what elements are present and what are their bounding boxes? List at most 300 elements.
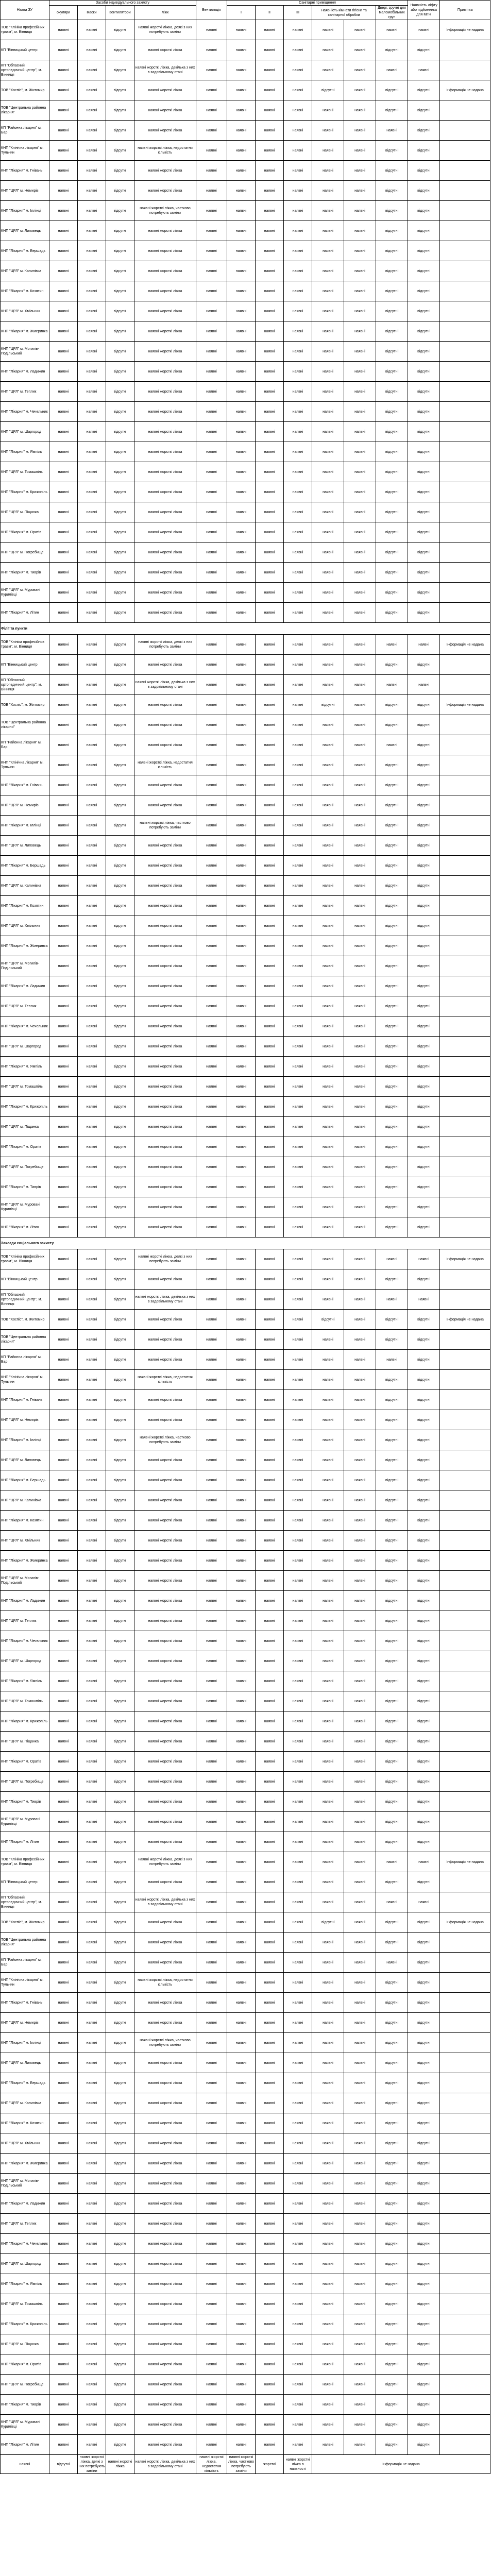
- table-row: [1, 442, 490, 462]
- note-cell: [440, 201, 490, 221]
- value-cell: наявні: [78, 956, 106, 976]
- value-cell: відсутні: [408, 2093, 440, 2113]
- value-cell: наявні жорсткі ліжка: [134, 2053, 196, 2073]
- value-cell: наявні: [284, 1137, 312, 1157]
- facility-name-cell: КНП "Лікарня" м. Крижопіль: [1, 482, 49, 502]
- value-cell: відсутні: [376, 583, 408, 603]
- value-cell: наявні: [196, 836, 227, 856]
- value-cell: наявні: [284, 181, 312, 201]
- note-cell: [440, 1812, 490, 1832]
- value-cell: наявні: [227, 1691, 256, 1711]
- value-cell: наявні жорсткі ліжка: [134, 362, 196, 382]
- value-cell: наявні: [312, 563, 344, 583]
- value-cell: відсутні: [408, 1470, 440, 1490]
- value-cell: відсутні: [376, 1973, 408, 1993]
- value-cell: наявні: [196, 2395, 227, 2415]
- value-cell: наявні: [227, 836, 256, 856]
- value-cell: наявні: [227, 603, 256, 623]
- table-row: [1, 1852, 490, 1872]
- value-cell: відсутні: [106, 2194, 134, 2214]
- value-cell: наявні: [227, 1711, 256, 1732]
- value-cell: відсутні: [408, 1591, 440, 1611]
- value-cell: відсутні: [408, 1953, 440, 1973]
- value-cell: наявні: [78, 1490, 106, 1511]
- legend-value: Інформація не надана: [312, 2455, 490, 2474]
- note-cell: [440, 1691, 490, 1711]
- table-row: [1, 221, 490, 241]
- value-cell: відсутні: [408, 121, 440, 141]
- value-cell: наявні жорсткі ліжка: [134, 1812, 196, 1832]
- value-cell: наявні: [196, 1993, 227, 2013]
- note-cell: [440, 2174, 490, 2194]
- value-cell: наявні: [344, 755, 376, 775]
- value-cell: наявні: [312, 1390, 344, 1410]
- value-cell: відсутні: [408, 522, 440, 543]
- value-cell: наявні: [256, 816, 284, 836]
- value-cell: відсутні: [408, 281, 440, 301]
- value-cell: наявні: [78, 502, 106, 522]
- value-cell: наявні: [344, 342, 376, 362]
- value-cell: наявні: [78, 2194, 106, 2214]
- value-cell: відсутні: [376, 1551, 408, 1571]
- value-cell: наявні: [312, 916, 344, 936]
- value-cell: наявні: [312, 1872, 344, 1892]
- value-cell: наявні: [227, 1450, 256, 1470]
- facility-name-cell: КНП "ЦРЛ" м. Погребище: [1, 1772, 49, 1792]
- col-n2-header: ІІ: [256, 6, 284, 20]
- table-row: [1, 321, 490, 342]
- value-cell: наявні: [227, 916, 256, 936]
- value-cell: наявні: [196, 1177, 227, 1197]
- value-cell: відсутні: [408, 1137, 440, 1157]
- facility-name-cell: КНП "Лікарня" м. Літин: [1, 1217, 49, 1238]
- value-cell: наявні жорсткі ліжка: [134, 2113, 196, 2133]
- value-cell: наявні жорсткі ліжка: [134, 996, 196, 1016]
- value-cell: наявні: [227, 301, 256, 321]
- value-cell: наявні: [256, 201, 284, 221]
- value-cell: наявні: [196, 1016, 227, 1037]
- facility-name-cell: КНП "Клінічна лікарня" м. Тульчин: [1, 1973, 49, 1993]
- note-cell: [440, 655, 490, 675]
- note-cell: [440, 1117, 490, 1137]
- value-cell: відсутні: [376, 976, 408, 996]
- value-cell: відсутні: [106, 836, 134, 856]
- value-cell: відсутні: [408, 1330, 440, 1350]
- facility-name-cell: КНП "ЦРЛ" м. Піщанка: [1, 1732, 49, 1752]
- value-cell: наявні: [78, 836, 106, 856]
- value-cell: наявні: [284, 482, 312, 502]
- value-cell: відсутні: [408, 181, 440, 201]
- value-cell: наявні: [227, 2093, 256, 2113]
- value-cell: наявні: [78, 20, 106, 40]
- value-cell: наявні: [284, 1551, 312, 1571]
- value-cell: наявні: [78, 1410, 106, 1430]
- value-cell: наявні жорсткі ліжка: [134, 2254, 196, 2274]
- table-row: [1, 2154, 490, 2174]
- value-cell: відсутні: [106, 1217, 134, 1238]
- value-cell: наявні: [376, 635, 408, 655]
- value-cell: наявні: [312, 836, 344, 856]
- value-cell: наявні: [78, 1872, 106, 1892]
- value-cell: відсутні: [408, 161, 440, 181]
- value-cell: наявні: [227, 362, 256, 382]
- value-cell: наявні: [49, 1953, 78, 1973]
- note-cell: [440, 241, 490, 261]
- value-cell: наявні: [227, 1016, 256, 1037]
- value-cell: відсутні: [376, 775, 408, 795]
- value-cell: наявні: [196, 1711, 227, 1732]
- value-cell: наявні: [312, 1490, 344, 1511]
- value-cell: наявні: [256, 1370, 284, 1390]
- value-cell: наявні: [78, 1973, 106, 1993]
- value-cell: наявні: [78, 201, 106, 221]
- value-cell: наявні: [344, 896, 376, 916]
- value-cell: наявні: [284, 2234, 312, 2254]
- value-cell: наявні: [344, 2093, 376, 2113]
- value-cell: наявні: [312, 342, 344, 362]
- value-cell: наявні: [344, 462, 376, 482]
- value-cell: наявні: [256, 876, 284, 896]
- value-cell: наявні: [256, 1057, 284, 1077]
- value-cell: наявні: [49, 1671, 78, 1691]
- note-cell: [440, 362, 490, 382]
- value-cell: наявні: [78, 1711, 106, 1732]
- value-cell: відсутні: [376, 221, 408, 241]
- value-cell: наявні: [344, 2274, 376, 2294]
- value-cell: наявні: [227, 2053, 256, 2073]
- value-cell: наявні: [284, 896, 312, 916]
- value-cell: наявні: [227, 121, 256, 141]
- value-cell: наявні: [344, 1551, 376, 1571]
- note-cell: Інформація не надана: [440, 1310, 490, 1330]
- value-cell: наявні: [49, 1490, 78, 1511]
- value-cell: наявні: [312, 1450, 344, 1470]
- value-cell: наявні: [256, 1410, 284, 1430]
- value-cell: наявні: [284, 2053, 312, 2073]
- value-cell: відсутні: [312, 80, 344, 100]
- value-cell: наявні: [312, 462, 344, 482]
- value-cell: наявні: [227, 2375, 256, 2395]
- facility-name-cell: ТОВ "Центральна районна лікарня": [1, 1330, 49, 1350]
- value-cell: наявні: [284, 1310, 312, 1330]
- value-cell: наявні: [344, 1430, 376, 1450]
- value-cell: відсутні: [408, 2435, 440, 2455]
- value-cell: наявні: [196, 1691, 227, 1711]
- value-cell: відсутні: [376, 1651, 408, 1671]
- value-cell: наявні: [78, 936, 106, 956]
- value-cell: наявні: [227, 936, 256, 956]
- value-cell: наявні: [344, 2194, 376, 2214]
- facility-name-cell: КНП "ЦРЛ" м. Шаргород: [1, 1037, 49, 1057]
- value-cell: наявні: [284, 442, 312, 462]
- value-cell: наявні жорсткі ліжка: [134, 442, 196, 462]
- value-cell: наявні: [227, 583, 256, 603]
- value-cell: відсутні: [106, 635, 134, 655]
- value-cell: наявні: [256, 916, 284, 936]
- value-cell: наявні: [49, 1611, 78, 1631]
- value-cell: наявні: [256, 1470, 284, 1490]
- value-cell: наявні: [344, 60, 376, 80]
- value-cell: наявні: [284, 735, 312, 755]
- value-cell: наявні жорсткі ліжка: [134, 1511, 196, 1531]
- value-cell: наявні: [256, 1037, 284, 1057]
- value-cell: наявні: [256, 522, 284, 543]
- facility-name-cell: КНП "Лікарня" м. Жмеринка: [1, 321, 49, 342]
- value-cell: відсутні: [106, 1772, 134, 1792]
- value-cell: наявні жорсткі ліжка: [134, 1117, 196, 1137]
- note-cell: Інформація не надана: [440, 695, 490, 715]
- value-cell: наявні: [196, 1037, 227, 1057]
- value-cell: відсутні: [408, 2194, 440, 2214]
- value-cell: відсутні: [106, 121, 134, 141]
- value-cell: наявні: [49, 1350, 78, 1370]
- value-cell: наявні: [196, 563, 227, 583]
- value-cell: відсутні: [106, 1953, 134, 1973]
- value-cell: наявні: [227, 1269, 256, 1290]
- value-cell: наявні: [227, 755, 256, 775]
- value-cell: наявні: [344, 1117, 376, 1137]
- value-cell: наявні: [49, 715, 78, 735]
- value-cell: наявні: [312, 2334, 344, 2354]
- note-cell: [440, 141, 490, 161]
- value-cell: наявні: [78, 1097, 106, 1117]
- value-cell: наявні жорсткі ліжка: [134, 715, 196, 735]
- legend-value: наявні жорсткі ліжка в наявності: [284, 2455, 312, 2474]
- note-cell: [440, 936, 490, 956]
- value-cell: наявні: [312, 1973, 344, 1993]
- value-cell: наявні: [312, 502, 344, 522]
- value-cell: наявні: [256, 2334, 284, 2354]
- value-cell: наявні: [78, 603, 106, 623]
- value-cell: наявні: [344, 442, 376, 462]
- value-cell: наявні: [344, 856, 376, 876]
- value-cell: наявні жорсткі ліжка: [134, 583, 196, 603]
- value-cell: відсутні: [106, 1057, 134, 1077]
- value-cell: відсутні: [376, 2133, 408, 2154]
- value-cell: наявні: [49, 916, 78, 936]
- note-cell: [440, 836, 490, 856]
- value-cell: відсутні: [376, 936, 408, 956]
- value-cell: наявні: [312, 422, 344, 442]
- value-cell: відсутні: [106, 1037, 134, 1057]
- value-cell: наявні: [227, 775, 256, 795]
- value-cell: наявні: [312, 1269, 344, 1290]
- value-cell: наявні: [256, 1016, 284, 1037]
- value-cell: наявні: [49, 583, 78, 603]
- value-cell: наявні: [284, 1290, 312, 1310]
- value-cell: наявні жорсткі ліжка, деякі з них потребують заміни: [134, 20, 196, 40]
- value-cell: наявні: [312, 1671, 344, 1691]
- value-cell: відсутні: [376, 1450, 408, 1470]
- value-cell: наявні: [312, 2033, 344, 2053]
- col-fans-header: вентилятори: [106, 6, 134, 20]
- value-cell: наявні: [312, 2375, 344, 2395]
- value-cell: наявні: [284, 261, 312, 281]
- value-cell: наявні жорсткі ліжка: [134, 1330, 196, 1350]
- value-cell: наявні: [78, 1852, 106, 1872]
- value-cell: наявні: [78, 2234, 106, 2254]
- value-cell: наявні: [49, 221, 78, 241]
- value-cell: наявні: [227, 1852, 256, 1872]
- value-cell: наявні: [49, 1217, 78, 1238]
- value-cell: наявні: [49, 755, 78, 775]
- value-cell: відсутні: [408, 1792, 440, 1812]
- note-cell: [440, 2254, 490, 2274]
- value-cell: наявні жорсткі ліжка: [134, 1752, 196, 1772]
- value-cell: відсутні: [376, 502, 408, 522]
- value-cell: наявні: [49, 2294, 78, 2314]
- section-label: Заклади соціального захисту: [1, 1238, 490, 1249]
- value-cell: відсутні: [106, 2415, 134, 2435]
- value-cell: наявні: [196, 1269, 227, 1290]
- value-cell: наявні: [312, 1631, 344, 1651]
- value-cell: наявні: [49, 2214, 78, 2234]
- value-cell: наявні: [344, 695, 376, 715]
- value-cell: наявні: [312, 1531, 344, 1551]
- value-cell: наявні: [256, 1390, 284, 1410]
- note-cell: [440, 1631, 490, 1651]
- value-cell: наявні: [312, 775, 344, 795]
- value-cell: наявні: [227, 20, 256, 40]
- value-cell: наявні: [284, 2294, 312, 2314]
- value-cell: наявні: [49, 2013, 78, 2033]
- value-cell: відсутні: [106, 1832, 134, 1852]
- value-cell: відсутні: [408, 996, 440, 1016]
- value-cell: наявні: [344, 2254, 376, 2274]
- value-cell: наявні: [78, 1933, 106, 1953]
- value-cell: наявні: [227, 1197, 256, 1217]
- value-cell: відсутні: [408, 896, 440, 916]
- value-cell: наявні: [196, 1350, 227, 1370]
- value-cell: наявні: [49, 342, 78, 362]
- note-cell: [440, 301, 490, 321]
- facility-name-cell: ТОВ "Хоспіс", м. Житомир: [1, 695, 49, 715]
- value-cell: наявні: [256, 241, 284, 261]
- value-cell: відсутні: [408, 2314, 440, 2334]
- value-cell: наявні: [78, 1691, 106, 1711]
- value-cell: наявні: [196, 1310, 227, 1330]
- value-cell: наявні: [49, 1077, 78, 1097]
- value-cell: наявні: [227, 856, 256, 876]
- value-cell: наявні: [227, 2395, 256, 2415]
- value-cell: наявні жорсткі ліжка: [134, 1197, 196, 1217]
- value-cell: наявні: [196, 1157, 227, 1177]
- value-cell: відсутні: [408, 1832, 440, 1852]
- value-cell: наявні: [196, 2174, 227, 2194]
- value-cell: наявні: [78, 40, 106, 60]
- note-cell: [440, 1732, 490, 1752]
- note-cell: [440, 1137, 490, 1157]
- value-cell: наявні: [256, 2194, 284, 2214]
- value-cell: відсутні: [408, 1390, 440, 1410]
- facility-name-cell: КНП "Лікарня" м. Бершадь: [1, 856, 49, 876]
- value-cell: відсутні: [376, 2214, 408, 2234]
- value-cell: наявні: [344, 2415, 376, 2435]
- value-cell: наявні: [196, 1912, 227, 1933]
- value-cell: наявні: [49, 675, 78, 695]
- value-cell: наявні: [376, 1852, 408, 1872]
- value-cell: наявні: [49, 502, 78, 522]
- value-cell: наявні жорсткі ліжка: [134, 342, 196, 362]
- value-cell: відсутні: [106, 1852, 134, 1872]
- value-cell: відсутні: [408, 2214, 440, 2234]
- value-cell: наявні: [196, 2133, 227, 2154]
- value-cell: наявні: [196, 2294, 227, 2314]
- table-row: [1, 655, 490, 675]
- value-cell: наявні: [196, 321, 227, 342]
- value-cell: наявні: [227, 1872, 256, 1892]
- value-cell: відсутні: [106, 1912, 134, 1933]
- note-cell: [440, 2294, 490, 2314]
- value-cell: наявні: [312, 2314, 344, 2334]
- value-cell: наявні: [284, 1269, 312, 1290]
- value-cell: наявні: [78, 996, 106, 1016]
- value-cell: відсутні: [106, 522, 134, 543]
- note-cell: [440, 281, 490, 301]
- value-cell: наявні: [256, 755, 284, 775]
- value-cell: відсутні: [408, 100, 440, 121]
- value-cell: відсутні: [106, 976, 134, 996]
- value-cell: наявні: [344, 936, 376, 956]
- value-cell: наявні: [312, 2435, 344, 2455]
- value-cell: відсутні: [408, 2013, 440, 2033]
- note-cell: [440, 563, 490, 583]
- note-cell: [440, 522, 490, 543]
- value-cell: наявні жорсткі ліжка: [134, 2294, 196, 2314]
- value-cell: наявні: [344, 1671, 376, 1691]
- value-cell: наявні: [256, 462, 284, 482]
- note-cell: [440, 261, 490, 281]
- value-cell: наявні: [284, 2033, 312, 2053]
- value-cell: наявні: [344, 1197, 376, 1217]
- value-cell: наявні: [256, 301, 284, 321]
- facility-name-cell: КНП "ЦРЛ" м. Хмільник: [1, 301, 49, 321]
- value-cell: наявні: [284, 2133, 312, 2154]
- value-cell: наявні: [408, 60, 440, 80]
- note-cell: [440, 916, 490, 936]
- value-cell: наявні: [196, 2113, 227, 2133]
- table-row: [1, 1571, 490, 1591]
- table-row: [1, 402, 490, 422]
- value-cell: наявні: [344, 1691, 376, 1711]
- value-cell: наявні: [196, 1611, 227, 1631]
- value-cell: наявні: [256, 2354, 284, 2375]
- value-cell: наявні: [196, 2234, 227, 2254]
- value-cell: наявні: [227, 795, 256, 816]
- value-cell: наявні: [196, 1217, 227, 1238]
- table-row: [1, 1037, 490, 1057]
- value-cell: наявні: [344, 2395, 376, 2415]
- value-cell: наявні: [344, 2234, 376, 2254]
- value-cell: наявні: [49, 1812, 78, 1832]
- value-cell: наявні: [344, 1531, 376, 1551]
- value-cell: наявні: [49, 382, 78, 402]
- value-cell: наявні: [256, 896, 284, 916]
- value-cell: наявні: [227, 442, 256, 462]
- value-cell: наявні жорсткі ліжка: [134, 161, 196, 181]
- table-row: [1, 1872, 490, 1892]
- value-cell: наявні: [227, 1390, 256, 1410]
- value-cell: відсутні: [376, 2013, 408, 2033]
- value-cell: наявні: [312, 603, 344, 623]
- value-cell: наявні: [284, 1249, 312, 1269]
- value-cell: наявні: [312, 1732, 344, 1752]
- value-cell: відсутні: [408, 201, 440, 221]
- facility-name-cell: КНП "Лікарня" м. Чечельник: [1, 402, 49, 422]
- value-cell: відсутні: [408, 2234, 440, 2254]
- value-cell: відсутні: [106, 1016, 134, 1037]
- value-cell: відсутні: [408, 1217, 440, 1238]
